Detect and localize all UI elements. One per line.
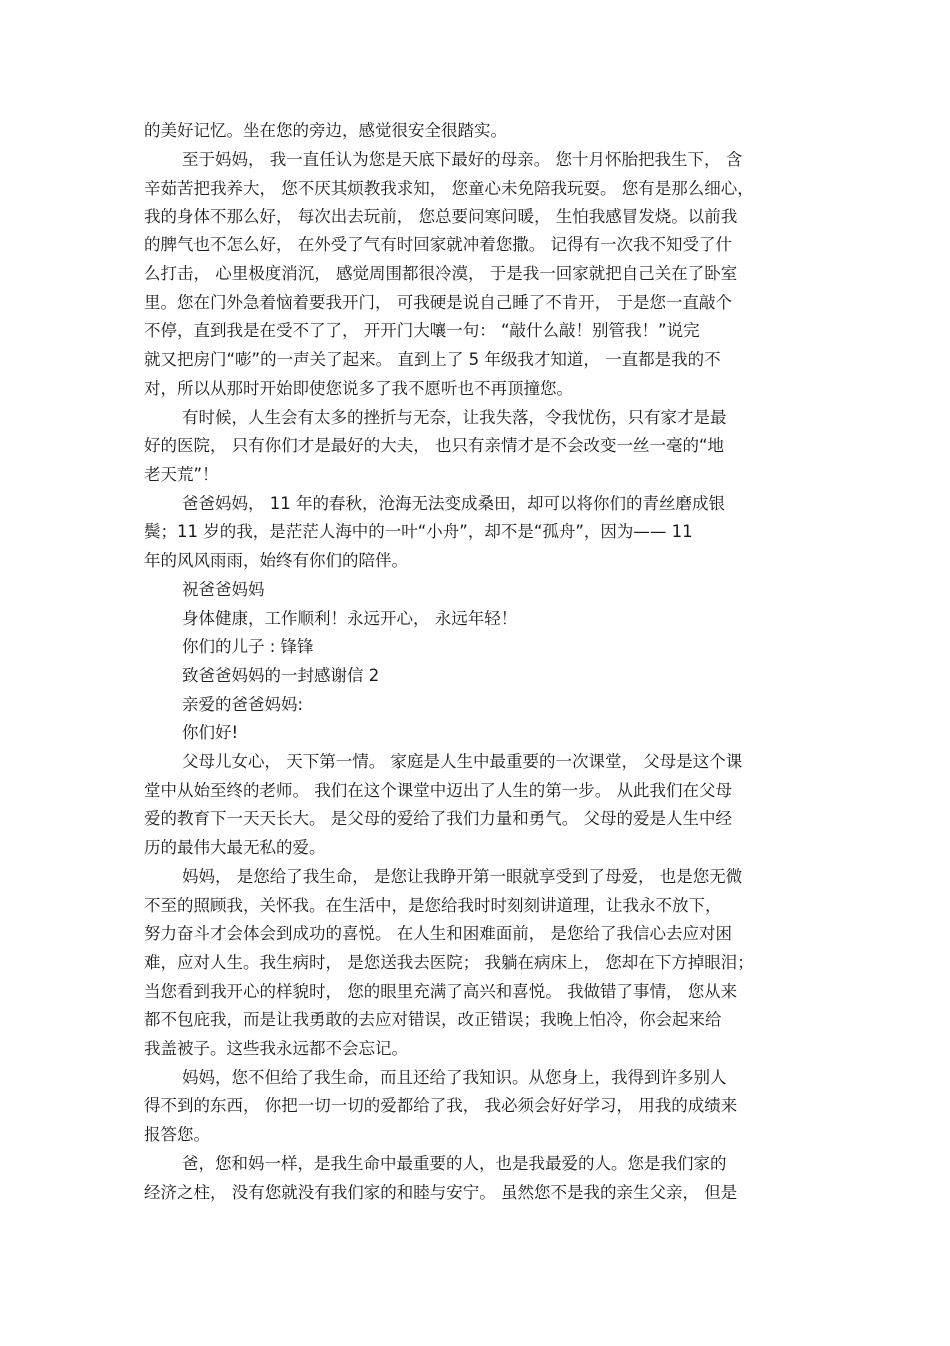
blessing-line: 祝爸爸妈妈 xyxy=(182,580,265,599)
text-line: 对，所以从那时开始即使您说多了我不愿听也不再顶撞您。 xyxy=(144,379,573,398)
text-line: 都不包庇我，而是让我勇敢的去应对错误，改正错误；我晚上怕冷，你会起来给 xyxy=(144,1010,722,1029)
text-line: 经济之柱， 没有您就没有我们家的和睦与安宁。 虽然您不是我的亲生父亲， 但是 xyxy=(144,1183,738,1202)
signature-line: 你们的儿子 : 锋锋 xyxy=(182,637,314,656)
text-line: 当您看到我开心的样貌时， 您的眼里充满了高兴和喜悦。 我做错了事情， 您从来 xyxy=(144,982,738,1001)
text-line: 的美好记忆。坐在您的旁边，感觉很安全很踏实。 xyxy=(144,121,507,140)
text-line: 我盖被子。这些我永远都不会忘记。 xyxy=(144,1039,408,1058)
letter-title: 致爸爸妈妈的一封感谢信 2 xyxy=(182,666,380,685)
text-line: 好的医院， 只有你们才是最好的大夫， 也只有亲情才是不会改变一丝一毫的“地 xyxy=(144,436,725,455)
paragraph-first-line: 有时候，人生会有太多的挫折与无奈，让我失落，令我忧伤，只有家才是最 xyxy=(182,408,727,427)
text-line: 不至的照顾我，关怀我。在生活中，是您给我时时刻刻讲道理，让我永不放下， xyxy=(144,896,722,915)
text-line: 年的风风雨雨，始终有你们的陪伴。 xyxy=(144,551,408,570)
text-line: 的脾气也不怎么好， 在外受了气有时回家就冲着您撒。 记得有一次我不知受了什 xyxy=(144,235,732,254)
greeting: 你们好! xyxy=(182,723,239,742)
paragraph-first-line: 妈妈， 是您给了我生命， 是您让我睁开第一眼就享受到了母爱， 也是您无微 xyxy=(182,867,743,886)
text-line: 里。您在门外急着恼着要我开门， 可我硬是说自己睡了不肯开， 于是您一直敲个 xyxy=(144,293,732,312)
paragraph-first-line: 至于妈妈， 我一直任认为您是天底下最好的母亲。 您十月怀胎把我生下， 含 xyxy=(182,150,743,169)
text-line: 不停，直到我是在受不了了， 开开门大嚷一句： “敲什么敲！别管我！”说完 xyxy=(144,321,700,340)
text-line: 辛茹苦把我养大， 您不厌其烦教我求知， 您童心未免陪我玩耍。 您有是那么细心， xyxy=(144,179,754,198)
text-line: 努力奋斗才会体会到成功的喜悦。 在人生和困难面前， 是您给了我信心去应对困 xyxy=(144,924,732,943)
text-line: 难，应对人生。我生病时， 是您送我去医院； 我躺在病床上， 您却在下方掉眼泪； xyxy=(144,953,754,972)
text-line: 堂中从始至终的老师。 我们在这个课堂中迈出了人生的第一步。 从此我们在父母 xyxy=(144,781,732,800)
paragraph-first-line: 父母儿女心， 天下第一情。 家庭是人生中最重要的一次课堂， 父母是这个课 xyxy=(182,752,743,771)
text-line: 爱的教育下一天天长大。 是父母的爱给了我们力量和勇气。 父母的爱是人生中经 xyxy=(144,809,732,828)
paragraph-first-line: 爸爸妈妈， 11 年的春秋，沧海无法变成桑田，却可以将你们的青丝磨成银 xyxy=(182,494,725,513)
paragraph-first-line: 爸，您和妈一样，是我生命中最重要的人，也是我最爱的人。您是我们家的 xyxy=(182,1154,727,1173)
blessing-line: 身体健康，工作顺利！永远开心， 永远年轻！ xyxy=(182,609,518,628)
text-line: 么打击， 心里极度消沉， 感觉周围都很冷漠， 于是我一回家就把自己关在了卧室 xyxy=(144,264,738,283)
text-line: 历的最伟大最无私的爱。 xyxy=(144,838,326,857)
text-line: 得不到的东西， 你把一切一切的爱都给了我， 我必须会好好学习， 用我的成绩来 xyxy=(144,1096,738,1115)
paragraph-first-line: 妈妈，您不但给了我生命，而且还给了我知识。从您身上，我得到许多别人 xyxy=(182,1068,727,1087)
text-line: 就又把房门“嘭”的一声关了起来。 直到上了 5 年级我才知道， 一直都是我的不 xyxy=(144,350,721,369)
text-line: 老天荒”！ xyxy=(144,465,219,484)
text-line: 鬓；11 岁的我，是茫茫人海中的一叶“小舟”，却不是“孤舟”，因为—— 11 xyxy=(144,522,693,541)
text-line: 我的身体不那么好， 每次出去玩前， 您总要问寒问暖， 生怕我感冒发烧。以前我 xyxy=(144,207,738,226)
text-line: 报答您。 xyxy=(144,1125,210,1144)
salutation: 亲爱的爸爸妈妈: xyxy=(182,695,304,714)
